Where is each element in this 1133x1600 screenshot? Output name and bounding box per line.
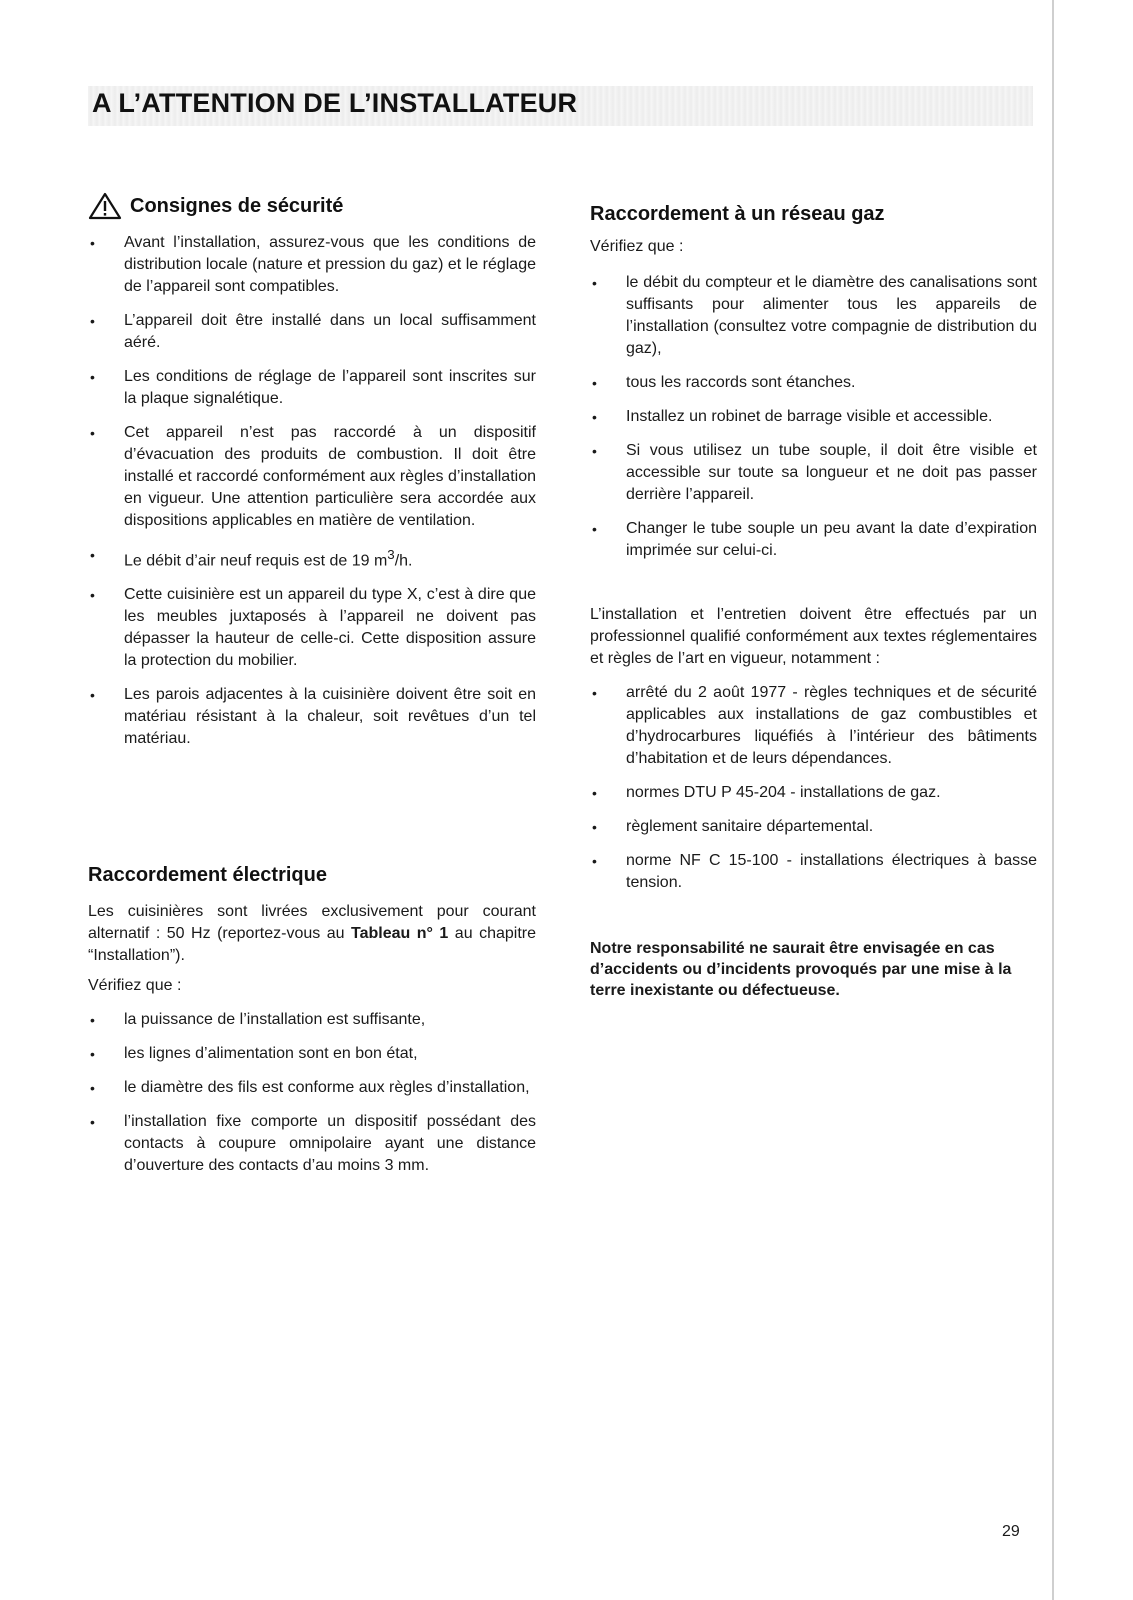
electric-intro-end: au chapitre “Installation”). <box>88 925 537 964</box>
safety-heading <box>88 192 536 220</box>
gas-section <box>590 203 1037 1001</box>
list-item: • Installez un robinet de barrage visible et accessible. <box>590 406 1037 428</box>
list-item: • normes DTU P 45-204 - installations de gaz. <box>590 782 1037 804</box>
electric-verify: Vérifiez que : <box>88 977 182 994</box>
air-flow-unit: /h. <box>394 552 413 570</box>
installation-intro: L’installation et l’entretien doivent être effectués par un professionnel qualifié conformément aux textes réglementaires et règles de l’art en vigueur, notamment : <box>590 606 1037 667</box>
electric-intro-text: Les cuisinières sont livrées exclusivement pour courant alternatif : 50 Hz (reportez-vous au <box>88 903 536 942</box>
list-item: • les lignes d’alimentation sont en bon état, <box>88 1043 536 1065</box>
list-item: • le débit du compteur et le diamètre des canalisations sont suffisants pour alimenter tous les appareils de l’installation (consultez votre compagnie de distribution du gaz), <box>590 272 1037 360</box>
list-item: • la puissance de l’installation est suffisante, <box>88 1009 536 1031</box>
list-item: • tous les raccords sont étanches. <box>590 372 1037 394</box>
list-item: • l’installation fixe comporte un dispositif possédant des contacts à coupure omnipolaire ayant une distance d’ouverture des contacts d’au moins 3 mm. <box>88 1111 536 1177</box>
electric-list <box>88 1009 536 1177</box>
list-item: • L’appareil doit être installé dans un local suffisamment aéré. <box>88 310 536 354</box>
list-item: • Changer le tube souple un peu avant la date d’expiration imprimée sur celui-ci. <box>590 518 1037 562</box>
list-item: • Avant l’installation, assurez-vous que les conditions de distribution locale (nature et pression du gaz) et le réglage de l’appareil sont compatibles. <box>88 232 536 298</box>
electric-intro-table-ref: Tableau n° 1 <box>351 925 449 942</box>
page-title: A L’ATTENTION DE L’INSTALLATEUR <box>92 88 578 118</box>
list-item: • Les parois adjacentes à la cuisinière doivent être soit en matériau résistant à la chaleur, soit revêtues d’un tel matériau. <box>88 684 536 750</box>
gas-list <box>590 272 1037 562</box>
list-item: • Cette cuisinière est un appareil du type X, c’est à dire que les meubles juxtaposés à l’appareil ne doivent pas dépasser la hauteur de celle-ci. Cette disposition assure la protection du mobilier. <box>88 584 536 672</box>
electric-intro <box>88 901 536 967</box>
safety-list <box>88 232 536 750</box>
list-item: • le diamètre des fils est conforme aux règles d’installation, <box>88 1077 536 1099</box>
list-item: • arrêté du 2 août 1977 - règles techniques et de sécurité applicables aux installations de gaz combustibles et d’hydrocarbures liquéfiés à l’intérieur des bâtiments d’habitation et de leurs dépendances. <box>590 682 1037 770</box>
list-item: • Cet appareil n’est pas raccordé à un dispositif d’évacuation des produits de combustion. Il doit être installé et raccordé conformément aux règles d’installation en vigueur. Une attention particulière sera accordée aux dispositions applicables en matière de ventilation. <box>88 422 536 532</box>
list-item: • Si vous utilisez un tube souple, il doit être visible et accessible sur toute sa longueur et ne doit pas passer derrière l’appareil. <box>590 440 1037 506</box>
gas-heading: Raccordement à un réseau gaz <box>590 203 885 225</box>
gas-verify: Vérifiez que : <box>590 238 684 255</box>
safety-section <box>88 192 536 750</box>
page-number: 29 <box>1002 1523 1020 1540</box>
list-item: • Les conditions de réglage de l’appareil sont inscrites sur la plaque signalétique. <box>88 366 536 410</box>
installation-list <box>590 682 1037 894</box>
electric-section <box>88 864 536 1177</box>
list-item: • norme NF C 15-100 - installations électriques à basse tension. <box>590 850 1037 894</box>
safety-heading-text: Consignes de sécurité <box>130 194 344 217</box>
title-banner <box>88 86 1033 126</box>
list-item-air-flow <box>88 544 536 572</box>
air-flow-exponent: 3 <box>387 547 395 562</box>
responsibility-note: Notre responsabilité ne saurait être envisagée en cas d’accidents ou d’incidents provoqués par une mise à la terre inexistante ou défectueuse. <box>590 940 1012 999</box>
electric-heading: Raccordement électrique <box>88 864 327 886</box>
list-item: • règlement sanitaire départemental. <box>590 816 1037 838</box>
page-edge-line <box>1052 0 1054 1600</box>
air-flow-text: Le débit d’air neuf requis est de 19 m <box>124 552 388 570</box>
warning-triangle-icon <box>88 192 122 220</box>
